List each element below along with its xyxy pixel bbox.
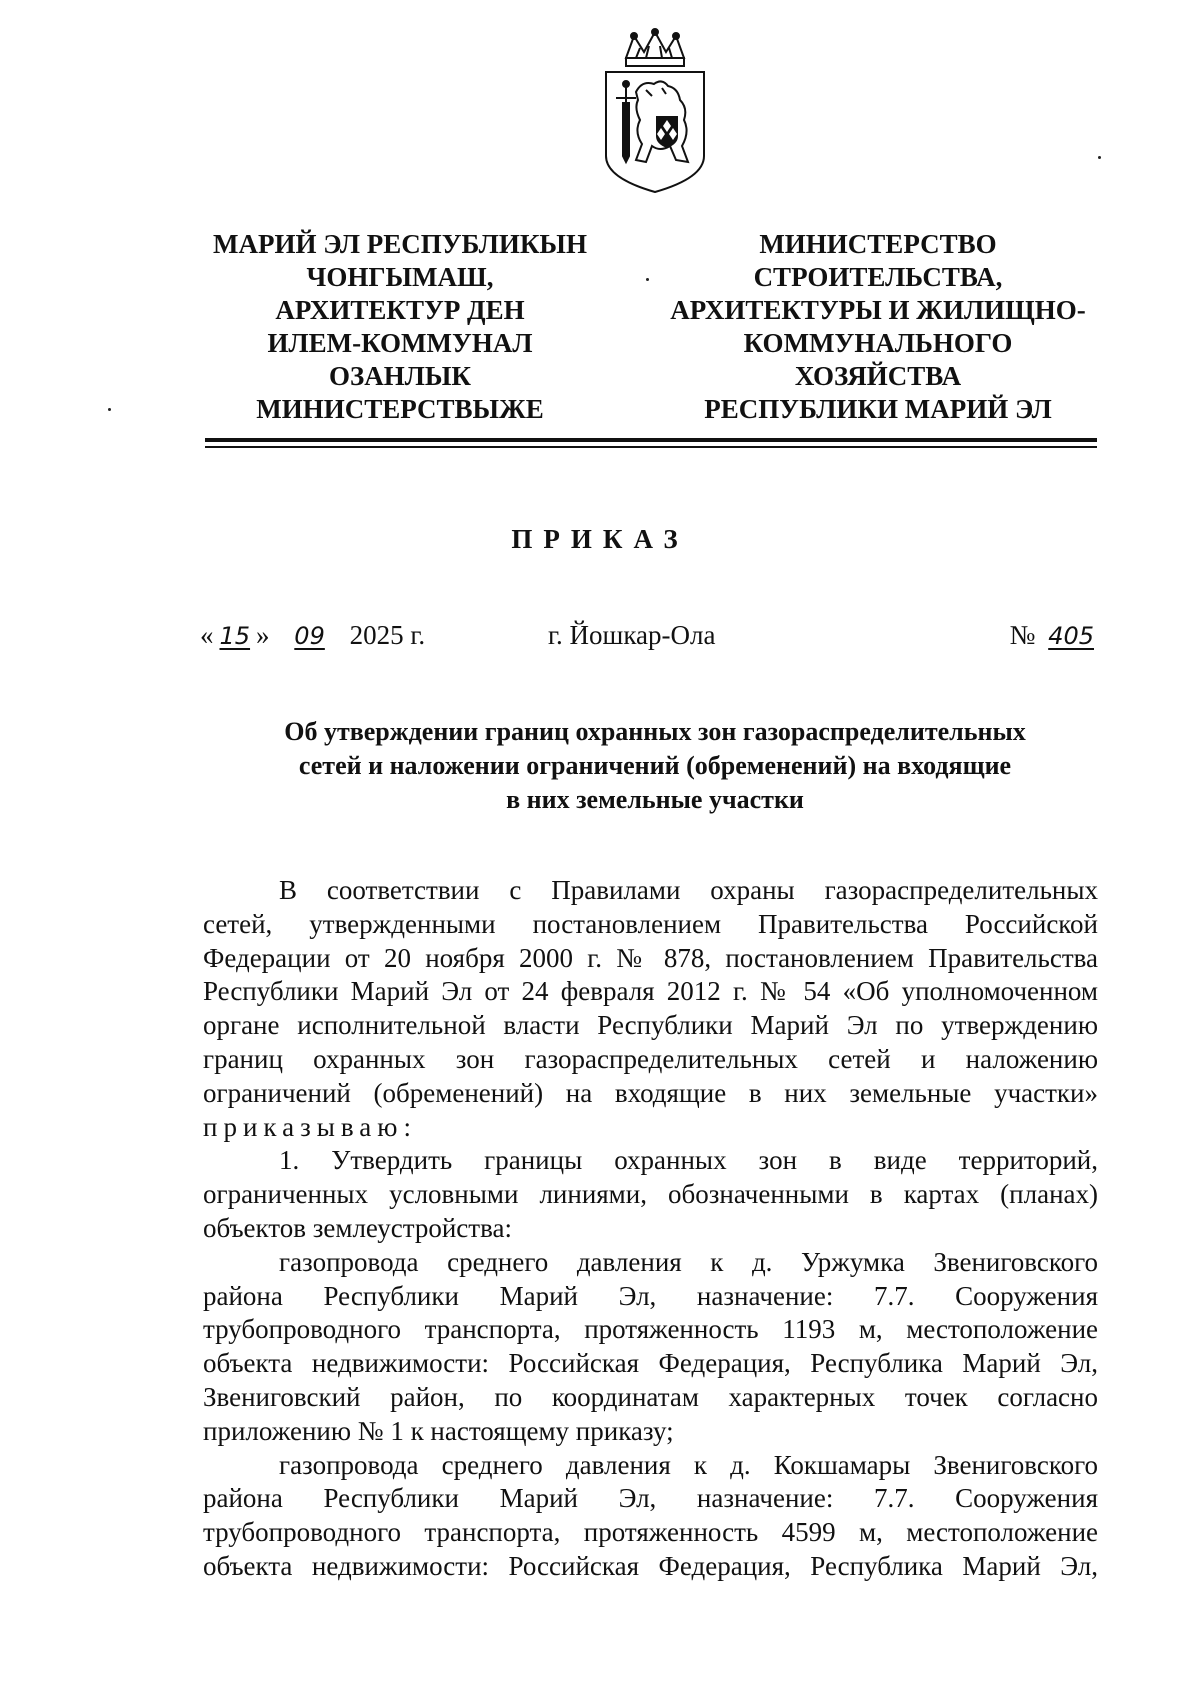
- header-right-line: КОММУНАЛЬНОГО: [743, 328, 1013, 358]
- body-line: объекта недвижимости: Российская Федерация, Республика Марий Эл,: [203, 1348, 1098, 1379]
- document-date: [200, 620, 425, 651]
- scan-speck: [646, 278, 649, 281]
- body-line: границ охранных зон газораспределительных сетей и наложению: [203, 1043, 1098, 1074]
- date-year: 2025 г.: [349, 620, 426, 650]
- header-left-line: МАРИЙ ЭЛ РЕСПУБЛИКЫН: [213, 229, 587, 259]
- date-day: 15: [219, 622, 251, 650]
- header-right-line: РЕСПУБЛИКИ МАРИЙ ЭЛ: [704, 394, 1052, 424]
- header-left-line: ОЗАНЛЫК: [329, 361, 471, 391]
- body-line-decree-word: приказываю:: [203, 1111, 417, 1142]
- body-line: сетей, утвержденными постановлением Правительства Российской: [203, 908, 1098, 939]
- body-line: Федерации от 20 ноября 2000 г. № 878, постановлением Правительства: [203, 942, 1098, 973]
- body-line: органе исполнительной власти Республики Марий Эл по утверждению: [203, 1010, 1098, 1041]
- body-line: 1. Утвердить границы охранных зон в виде территорий,: [279, 1145, 1098, 1176]
- body-line: газопровода среднего давления к д. Кокшамары Звениговского: [279, 1449, 1098, 1480]
- body-line: Звениговский район, по координатам характерных точек согласно: [203, 1381, 1098, 1412]
- body-line: ограниченных условными линиями, обозначенными в картах (планах): [203, 1179, 1098, 1210]
- header-divider-thick: [205, 438, 1097, 442]
- date-open-quote: «: [200, 620, 214, 650]
- header-right-line: АРХИТЕКТУРЫ И ЖИЛИЩНО-: [670, 295, 1086, 325]
- scan-speck: [1098, 156, 1101, 159]
- document-subject: [210, 715, 1100, 817]
- body-line: района Республики Марий Эл, назначение: 7.7. Сооружения: [203, 1280, 1098, 1311]
- subject-line: сетей и наложении ограничений (обременений) на входящие: [298, 751, 1012, 780]
- body-line: газопровода среднего давления к д. Уржумка Звениговского: [279, 1246, 1098, 1277]
- date-month: 09: [294, 622, 325, 650]
- body-line: района Республики Марий Эл, назначение: 7.7. Сооружения: [203, 1483, 1098, 1514]
- coat-of-arms-icon: [596, 28, 714, 196]
- ministry-name-mari: [190, 228, 610, 426]
- document-body: [203, 874, 1098, 1584]
- document-number: [1010, 620, 1100, 651]
- header-right-line: МИНИСТЕРСТВО: [759, 229, 997, 259]
- header-left-line: МИНИСТЕРСТВЫЖЕ: [256, 394, 544, 424]
- body-line: объектов землеустройства:: [203, 1212, 512, 1243]
- subject-line: Об утверждении границ охранных зон газораспределительных: [284, 717, 1026, 746]
- body-line: трубопроводного транспорта, протяженность 4599 м, местоположение: [203, 1517, 1098, 1548]
- date-close-quote: »: [256, 620, 270, 650]
- header-right-line: СТРОИТЕЛЬСТВА,: [753, 262, 1003, 292]
- header-left-line: ЧОНГЫМАШ,: [306, 262, 494, 292]
- subject-line: в них земельные участки: [506, 785, 804, 814]
- header-left-line: АРХИТЕКТУР ДЕН: [275, 295, 525, 325]
- body-line: ограничений (обременений) на входящие в них земельные участки»: [203, 1077, 1098, 1108]
- document-city: г. Йошкар-Ола: [548, 620, 716, 650]
- body-line: Республики Марий Эл от 24 февраля 2012 г. № 54 «Об уполномоченном: [203, 976, 1098, 1007]
- body-line: приложению № 1 к настоящему приказу;: [203, 1415, 674, 1446]
- header-left-line: ИЛЕМ-КОММУНАЛ: [267, 328, 533, 358]
- number-value: 405: [1048, 622, 1094, 650]
- scan-speck: [108, 408, 111, 411]
- document-type-title: ПРИКАЗ: [511, 524, 689, 554]
- header-right-line: ХОЗЯЙСТВА: [794, 361, 962, 391]
- number-label: №: [1009, 620, 1036, 650]
- body-line: объекта недвижимости: Российская Федерация, Республика Марий Эл,: [203, 1550, 1098, 1581]
- ministry-name-russian: [642, 228, 1114, 426]
- date-city-number-row: [200, 620, 1100, 660]
- body-line: трубопроводного транспорта, протяженность 1193 м, местоположение: [203, 1314, 1098, 1345]
- body-line: В соответствии с Правилами охраны газораспределительных: [279, 875, 1098, 905]
- header-divider-thin: [205, 446, 1097, 448]
